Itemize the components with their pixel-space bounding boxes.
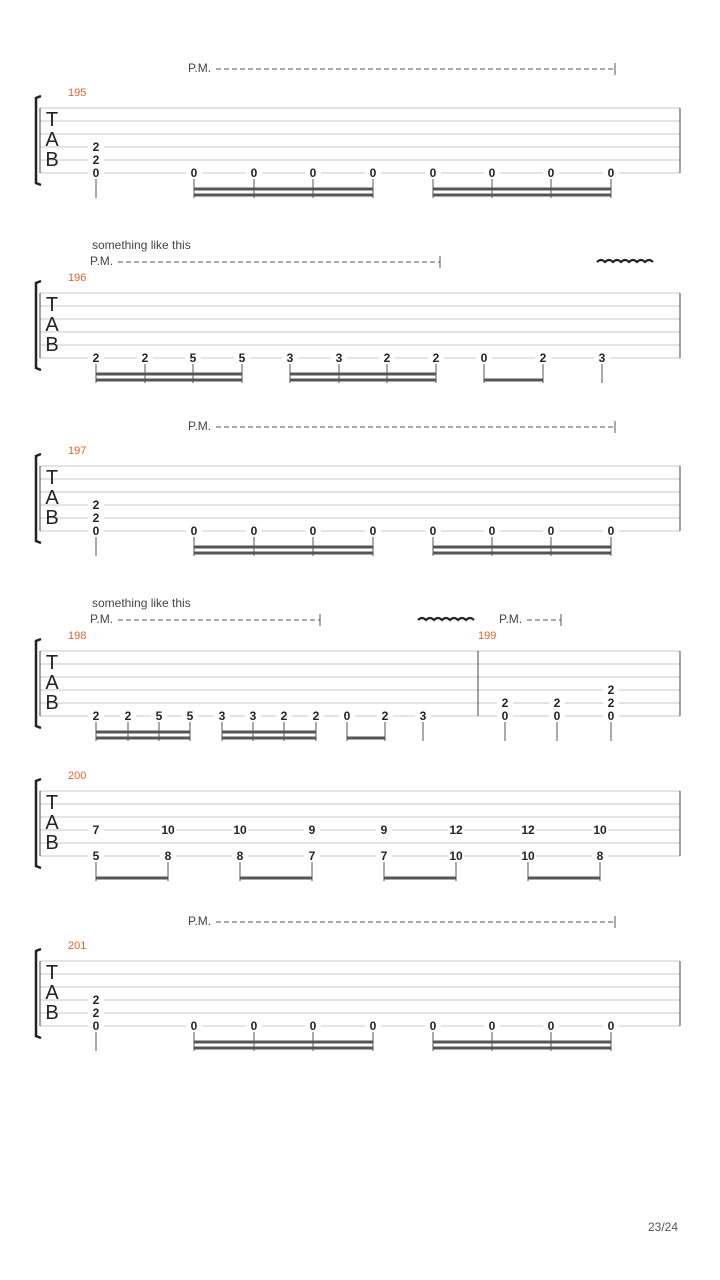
fret-number: 0: [369, 524, 377, 538]
note: [603, 683, 619, 741]
note: [425, 1019, 441, 1051]
fret-number: 0: [488, 166, 496, 180]
fret-number: 2: [92, 1006, 100, 1020]
note: [151, 709, 167, 741]
tab-clef-letter: A: [45, 982, 59, 1004]
note: [425, 166, 441, 198]
note: [160, 823, 176, 881]
fret-number: 8: [596, 849, 604, 863]
fret-number: 0: [553, 709, 561, 723]
note: [603, 1019, 619, 1051]
fret-number: 10: [233, 823, 247, 837]
note: [137, 351, 153, 383]
note: [308, 709, 324, 741]
vibrato-mark: [418, 618, 474, 620]
fret-number: 12: [449, 823, 463, 837]
note: [520, 823, 536, 881]
measure-number: 198: [68, 630, 87, 642]
tab-clef-letter: A: [45, 129, 59, 151]
note: [88, 498, 104, 556]
tab-clef-letter: T: [45, 792, 59, 814]
note: [448, 823, 464, 881]
note: [120, 709, 136, 741]
fret-number: 2: [92, 993, 100, 1007]
fret-number: 0: [547, 166, 555, 180]
fret-number: 10: [449, 849, 463, 863]
fret-number: 2: [539, 351, 547, 365]
tab-clef-letter: A: [45, 314, 59, 336]
fret-number: 10: [161, 823, 175, 837]
fret-number: 2: [553, 696, 561, 710]
fret-number: 0: [369, 1019, 377, 1033]
note: [376, 823, 392, 881]
note: [365, 524, 381, 556]
fret-number: 8: [236, 849, 244, 863]
fret-number: 0: [92, 166, 100, 180]
fret-number: 3: [598, 351, 606, 365]
fret-number: 2: [607, 696, 615, 710]
note: [365, 1019, 381, 1051]
tab-clef-letter: T: [45, 294, 59, 316]
fret-number: 5: [238, 351, 246, 365]
note: [246, 166, 262, 198]
palm-mute-label: P.M.: [499, 612, 523, 626]
note: [331, 351, 347, 383]
fret-number: 0: [369, 166, 377, 180]
palm-mute-label: P.M.: [90, 612, 114, 626]
note: [186, 524, 202, 556]
tab-clef-letter: T: [45, 652, 59, 674]
vibrato-mark: [597, 260, 653, 262]
tab-clef-letter: B: [45, 149, 59, 171]
fret-number: 2: [607, 683, 615, 697]
tab-clef-letter: T: [45, 962, 59, 984]
fret-number: 8: [164, 849, 172, 863]
fret-number: 0: [92, 524, 100, 538]
fret-number: 0: [547, 524, 555, 538]
fret-number: 0: [429, 1019, 437, 1033]
fret-number: 0: [607, 166, 615, 180]
fret-number: 5: [186, 709, 194, 723]
tab-clef-letter: B: [45, 507, 59, 529]
note: [234, 351, 250, 383]
fret-number: 7: [308, 849, 316, 863]
fret-number: 7: [380, 849, 388, 863]
fret-number: 0: [607, 524, 615, 538]
fret-number: 2: [92, 498, 100, 512]
note: [476, 351, 492, 383]
measure-number: 200: [68, 770, 87, 782]
text-annotation: something like this: [92, 596, 191, 610]
fret-number: 2: [280, 709, 288, 723]
fret-number: 2: [501, 696, 509, 710]
measure-number: 197: [68, 445, 87, 457]
fret-number: 9: [308, 823, 316, 837]
note: [246, 524, 262, 556]
tab-system: [36, 238, 680, 383]
note: [305, 524, 321, 556]
fret-number: 0: [488, 524, 496, 538]
fret-number: 3: [249, 709, 257, 723]
note: [379, 351, 395, 383]
fret-number: 0: [488, 1019, 496, 1033]
note: [535, 351, 551, 383]
fret-number: 5: [189, 351, 197, 365]
tab-clef-letter: B: [45, 1002, 59, 1024]
fret-number: 2: [432, 351, 440, 365]
tab-clef-letter: B: [45, 334, 59, 356]
note: [305, 166, 321, 198]
tab-clef-letter: B: [45, 832, 59, 854]
fret-number: 0: [343, 709, 351, 723]
fret-number: 0: [429, 166, 437, 180]
fret-number: 10: [593, 823, 607, 837]
fret-number: 5: [155, 709, 163, 723]
measure-number: 199: [478, 630, 497, 642]
measure-number: 196: [68, 272, 87, 284]
page-number: 23/24: [647, 1220, 678, 1234]
note: [276, 709, 292, 741]
measure-number: 201: [68, 940, 87, 952]
note: [186, 166, 202, 198]
fret-number: 2: [141, 351, 149, 365]
note: [88, 351, 104, 383]
fret-number: 2: [312, 709, 320, 723]
note: [182, 709, 198, 741]
note: [592, 823, 608, 881]
fret-number: 2: [381, 709, 389, 723]
note: [497, 696, 513, 741]
fret-number: 3: [419, 709, 427, 723]
tab-system: [36, 419, 680, 556]
note: [484, 524, 500, 556]
note: [185, 351, 201, 383]
fret-number: 2: [92, 140, 100, 154]
note: [305, 1019, 321, 1051]
palm-mute-label: P.M.: [188, 419, 212, 433]
fret-number: 3: [218, 709, 226, 723]
note: [484, 166, 500, 198]
tab-system: [36, 914, 680, 1051]
fret-number: 0: [250, 166, 258, 180]
fret-number: 10: [521, 849, 535, 863]
note: [549, 696, 565, 741]
fret-number: 0: [250, 524, 258, 538]
note: [88, 823, 104, 881]
fret-number: 7: [92, 823, 100, 837]
note: [377, 709, 393, 741]
fret-number: 0: [501, 709, 509, 723]
note: [245, 709, 261, 741]
fret-number: 0: [309, 1019, 317, 1033]
fret-number: 0: [250, 1019, 258, 1033]
note: [428, 351, 444, 383]
fret-number: 2: [92, 153, 100, 167]
fret-number: 0: [429, 524, 437, 538]
fret-number: 3: [335, 351, 343, 365]
note: [282, 351, 298, 383]
note: [543, 524, 559, 556]
note: [415, 709, 431, 741]
fret-number: 5: [92, 849, 100, 863]
note: [603, 166, 619, 198]
fret-number: 2: [92, 511, 100, 525]
note: [246, 1019, 262, 1051]
text-annotation: something like this: [92, 238, 191, 252]
fret-number: 0: [309, 166, 317, 180]
note: [484, 1019, 500, 1051]
tab-system: [36, 770, 680, 881]
tab-system: [36, 596, 680, 741]
tab-clef-letter: A: [45, 487, 59, 509]
fret-number: 0: [547, 1019, 555, 1033]
note: [543, 1019, 559, 1051]
note: [186, 1019, 202, 1051]
fret-number: 12: [521, 823, 535, 837]
note: [304, 823, 320, 881]
fret-number: 0: [190, 524, 198, 538]
tab-clef-letter: T: [45, 109, 59, 131]
fret-number: 2: [92, 351, 100, 365]
fret-number: 0: [607, 709, 615, 723]
fret-number: 2: [92, 709, 100, 723]
note: [214, 709, 230, 741]
note: [232, 823, 248, 881]
note: [594, 351, 610, 383]
fret-number: 2: [383, 351, 391, 365]
fret-number: 3: [286, 351, 294, 365]
tab-clef-letter: A: [45, 672, 59, 694]
note: [88, 993, 104, 1051]
palm-mute-label: P.M.: [90, 254, 114, 268]
note: [425, 524, 441, 556]
note: [339, 709, 355, 741]
fret-number: 2: [124, 709, 132, 723]
tab-clef-letter: T: [45, 467, 59, 489]
fret-number: 0: [190, 1019, 198, 1033]
note: [543, 166, 559, 198]
note: [88, 140, 104, 198]
tab-clef-letter: A: [45, 812, 59, 834]
note: [88, 709, 104, 741]
fret-number: 0: [607, 1019, 615, 1033]
note: [603, 524, 619, 556]
measure-number: 195: [68, 87, 87, 99]
fret-number: 9: [380, 823, 388, 837]
tab-system: [36, 61, 680, 198]
fret-number: 0: [309, 524, 317, 538]
fret-number: 0: [92, 1019, 100, 1033]
tab-clef-letter: B: [45, 692, 59, 714]
fret-number: 0: [190, 166, 198, 180]
palm-mute-label: P.M.: [188, 914, 212, 928]
palm-mute-label: P.M.: [188, 61, 212, 75]
fret-number: 0: [480, 351, 488, 365]
note: [365, 166, 381, 198]
